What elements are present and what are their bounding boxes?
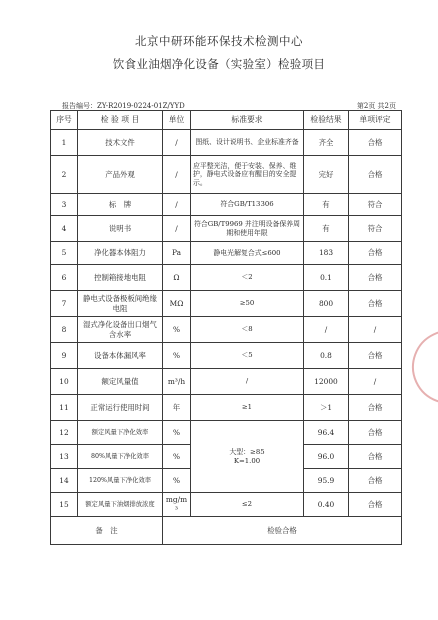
cell-result: 12000 [304,369,349,395]
cell-item: 正常运行使用时间 [78,395,163,421]
remark-value: 检验合格 [163,517,402,545]
table-row [51,242,402,265]
cell-requirement: 图纸、设计说明书、企业标准齐备 [191,130,304,156]
cell-result: 96.0 [304,445,349,469]
col-header-unit: 单位 [163,111,191,130]
table-row [51,216,402,242]
cell-requirement: ＜8 [191,317,304,343]
remark-label: 备 注 [51,517,163,545]
cell-verdict: 合格 [349,265,402,291]
cell-item: 静电式设备极板间绝缘电阻 [78,291,163,317]
cell-verdict: 合格 [349,130,402,156]
cell-result: 有 [304,194,349,216]
table-row [51,317,402,343]
col-header-item: 检 验 项 目 [78,111,163,130]
cell-requirement: ≥50 [191,291,304,317]
cell-item: 120%风量下净化效率 [78,469,163,493]
table-row [51,343,402,369]
cell-item: 额定风量值 [78,369,163,395]
page-info: 第2页 共2页 [356,102,396,110]
cell-result: 95.9 [304,469,349,493]
cell-item: 湿式净化设备出口烟气含水率 [78,317,163,343]
cell-unit: Ω [163,265,191,291]
cell-unit: % [163,445,191,469]
cell-verdict: 合格 [349,156,402,194]
cell-requirement: ≤2 [191,493,304,517]
cell-result: 0.1 [304,265,349,291]
cell-unit: mg/m³ [163,493,191,517]
cell-unit: % [163,469,191,493]
cell-item: 额定风量下油烟排放浓度 [78,493,163,517]
cell-unit: 年 [163,395,191,421]
table-row [51,130,402,156]
cell-verdict: 合格 [349,395,402,421]
cell-verdict: 合格 [349,493,402,517]
cell-no: 1 [51,130,78,156]
table-row [51,291,402,317]
cell-item: 技术文件 [78,130,163,156]
cell-requirement: 应平整光洁，便于安装、保养、维护，静电式设备应有醒目的安全提示。 [191,156,304,194]
cell-requirement: ＜5 [191,343,304,369]
cell-verdict: 合格 [349,445,402,469]
cell-no: 2 [51,156,78,194]
cell-result: 96.4 [304,421,349,445]
cell-unit: MΩ [163,291,191,317]
cell-verdict: / [349,369,402,395]
cell-no: 14 [51,469,78,493]
col-header-verdict: 单项评定 [349,111,402,130]
cell-result: ＞1 [304,395,349,421]
cell-unit: m³/h [163,369,191,395]
cell-item: 净化器本体阻力 [78,242,163,265]
cell-item: 控制箱接地电阻 [78,265,163,291]
table-header-row [51,111,402,130]
cell-unit: % [163,421,191,445]
cell-requirement: 静电光解复合式≤600 [191,242,304,265]
document-title: 饮食业油烟净化设备（实验室）检验项目 [112,57,326,71]
col-header-requirement: 标准要求 [191,111,304,130]
cell-item: 设备本体漏风率 [78,343,163,369]
cell-unit: % [163,343,191,369]
cell-no: 12 [51,421,78,445]
cell-requirement: / [191,369,304,395]
cell-no: 15 [51,493,78,517]
cell-unit: % [163,317,191,343]
cell-unit: / [163,130,191,156]
cell-verdict: 符合 [349,216,402,242]
org-name: 北京中研环能环保技术检测中心 [135,34,303,48]
cell-no: 10 [51,369,78,395]
cell-result: 齐全 [304,130,349,156]
cell-result: 有 [304,216,349,242]
cell-verdict: 合格 [349,242,402,265]
cell-requirement: 符合GB/T13306 [191,194,304,216]
cell-unit: / [163,216,191,242]
cell-no: 13 [51,445,78,469]
table-row [51,493,402,517]
table-row [51,395,402,421]
table-row [51,265,402,291]
cell-result: 183 [304,242,349,265]
cell-requirement-merged: 大型：≥85 K=1.00 [191,421,304,493]
col-header-no: 序号 [51,111,78,130]
cell-verdict: 合格 [349,469,402,493]
cell-no: 4 [51,216,78,242]
cell-no: 8 [51,317,78,343]
table-row [51,156,402,194]
table-row [51,369,402,395]
seal-stamp [402,320,438,415]
cell-item: 标 牌 [78,194,163,216]
cell-no: 3 [51,194,78,216]
inspection-table [50,110,402,545]
cell-verdict: 符合 [349,194,402,216]
cell-verdict: 合格 [349,291,402,317]
cell-no: 7 [51,291,78,317]
cell-requirement: ＜2 [191,265,304,291]
cell-verdict: 合格 [349,343,402,369]
table-row [51,194,402,216]
cell-item: 80%风量下净化效率 [78,445,163,469]
cell-no: 9 [51,343,78,369]
cell-no: 5 [51,242,78,265]
cell-requirement: ≥1 [191,395,304,421]
cell-verdict: / [349,317,402,343]
remark-row [51,517,402,545]
cell-no: 6 [51,265,78,291]
cell-verdict: 合格 [349,421,402,445]
cell-result: 完好 [304,156,349,194]
report-number: 报告编号：ZY-R2019-0224-01Z/YYD [62,102,185,110]
cell-result: 800 [304,291,349,317]
cell-result: 0.40 [304,493,349,517]
cell-unit: / [163,194,191,216]
cell-no: 11 [51,395,78,421]
cell-result: 0.8 [304,343,349,369]
cell-result: / [304,317,349,343]
cell-unit: / [163,156,191,194]
col-header-result: 检验结果 [304,111,349,130]
cell-item: 额定风量下净化效率 [78,421,163,445]
table-row [51,421,402,445]
cell-item: 产品外观 [78,156,163,194]
cell-requirement: 符合GB/T9969 并注明设备保养周期和使用年限 [191,216,304,242]
cell-unit: Pa [163,242,191,265]
cell-item: 说明书 [78,216,163,242]
